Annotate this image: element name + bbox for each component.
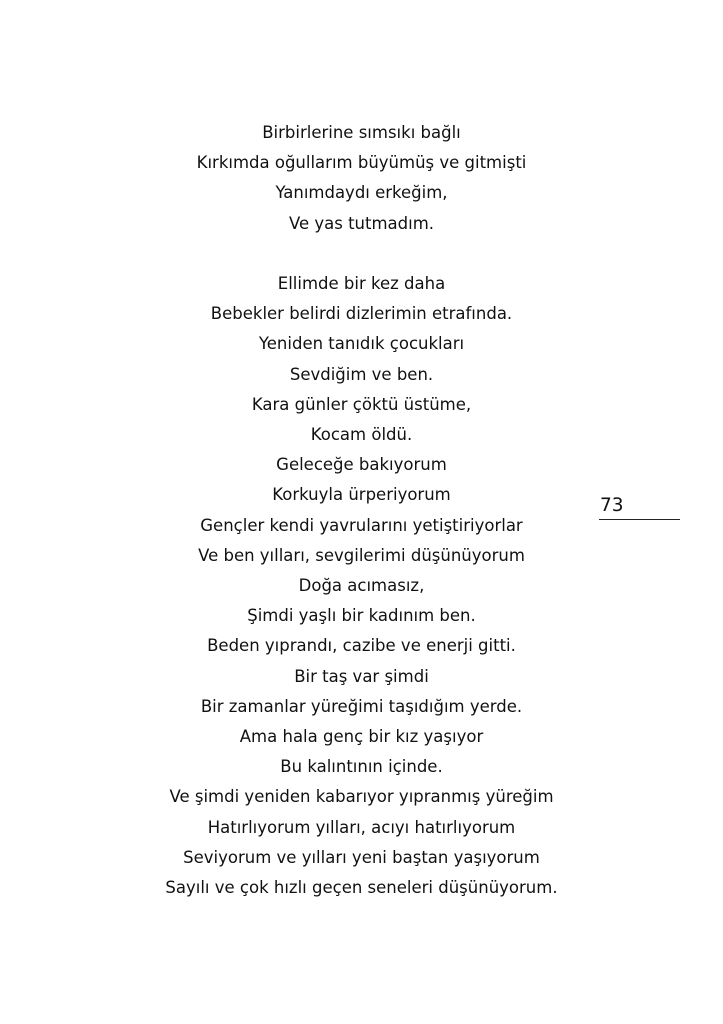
poem-line: Sevdiğim ve ben. <box>289 364 434 384</box>
poem-line: Korkuyla ürperiyorum <box>272 485 451 505</box>
poem-line: Yeniden tanıdık çocukları <box>258 334 465 354</box>
poem-line: Ve ben yılları, sevgilerimi düşünüyorum <box>198 545 525 565</box>
poem-line: Bir taş var şimdi <box>294 666 429 686</box>
poem-line: Hatırlıyorum yılları, acıyı hatırlıyorum <box>207 817 516 837</box>
poem-line: Ama hala genç bir kız yaşıyor <box>239 727 484 747</box>
poem-line: Kırkımda oğullarım büyümüş ve gitmişti <box>196 153 527 173</box>
poem-line: Kara günler çöktü üstüme, <box>251 394 472 414</box>
poem-line: Beden yıprandı, cazibe ve enerji gitti. <box>207 636 516 656</box>
poem-line: Şimdi yaşlı bir kadınım ben. <box>247 606 476 626</box>
poem-line: Seviyorum ve yılları yeni baştan yaşıyorum <box>183 847 540 867</box>
poem-line: Ve yas tutmadım. <box>288 213 435 233</box>
poem-line: Ellimde bir kez daha <box>277 274 446 293</box>
poem-line: Geleceğe bakıyorum <box>276 455 447 475</box>
page-number: 73 <box>600 495 624 516</box>
poem-line: Sayılı ve çok hızlı geçen seneleri düşünüyorum. <box>165 878 558 898</box>
poem-line: Kocam öldü. <box>310 425 413 445</box>
poem-line: Bu kalıntının içinde. <box>280 757 443 777</box>
stanza-1 <box>0 118 723 239</box>
poem-line: Bebekler belirdi dizlerimin etrafında. <box>210 304 513 324</box>
page-number-rule <box>599 519 680 520</box>
stanza-2 <box>0 269 723 903</box>
poem-line: Gençler kendi yavrularını yetiştiriyorlar <box>200 515 523 535</box>
poem-line: Ve şimdi yeniden kabarıyor yıpranmış yüreğim <box>169 787 554 807</box>
poem-line: Yanımdaydı erkeğim, <box>275 183 448 203</box>
poem-line: Birbirlerine sımsıkı bağlı <box>262 123 461 142</box>
poem-line: Bir zamanlar yüreğimi taşıdığım yerde. <box>200 696 523 716</box>
poem-line: Doğa acımasız, <box>298 576 425 596</box>
